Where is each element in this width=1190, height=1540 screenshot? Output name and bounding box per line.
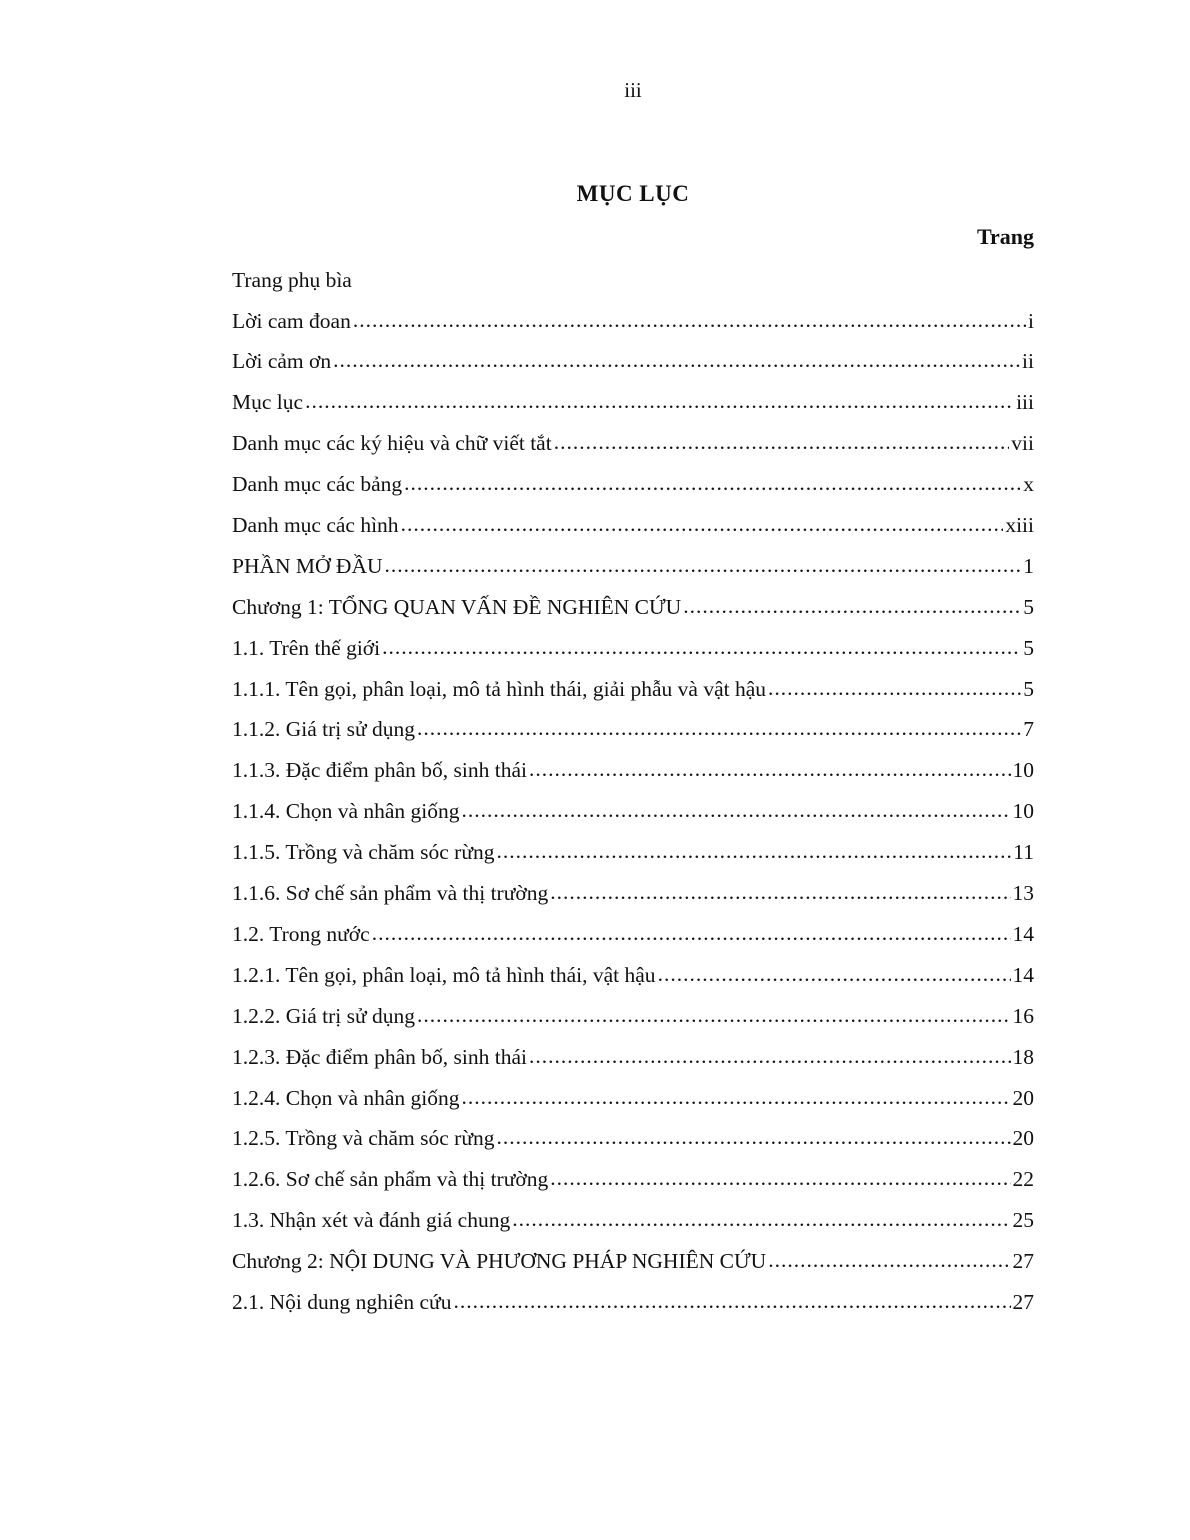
toc-entry[interactable] — [232, 383, 1034, 424]
toc-entry-page: 16 — [1012, 1003, 1034, 1028]
toc-entry-title: 1.2.3. Đặc điểm phân bố, sinh thái — [232, 1044, 527, 1069]
toc-entry-page: 27 — [1012, 1289, 1034, 1314]
dot-leader — [404, 473, 1021, 495]
page-number: iii — [624, 78, 642, 102]
toc-entry-page: x — [1023, 472, 1034, 497]
toc-entry[interactable] — [232, 1160, 1034, 1201]
toc-title: MỤC LỤC — [576, 181, 690, 206]
toc-entry-page: 5 — [1023, 594, 1034, 619]
toc-entry-title: 2.1. Nội dung nghiên cứu — [232, 1289, 452, 1314]
toc-entry[interactable] — [232, 873, 1034, 914]
toc-entry[interactable] — [232, 914, 1034, 955]
toc-entry-page: xiii — [1005, 513, 1034, 538]
toc-entry[interactable] — [232, 710, 1034, 751]
dot-leader — [401, 514, 1004, 536]
toc-list — [232, 260, 1034, 1323]
toc-entry-title: 1.1.3. Đặc điểm phân bố, sinh thái — [232, 758, 527, 783]
dot-leader — [385, 555, 1022, 577]
toc-entry-title: 1.1.2. Giá trị sử dụng — [232, 717, 416, 742]
toc-entry-page: 10 — [1012, 799, 1034, 824]
toc-entry[interactable] — [232, 1282, 1034, 1323]
toc-entry-title: 1.2.2. Giá trị sử dụng — [232, 1003, 416, 1028]
toc-entry-page: 20 — [1012, 1126, 1034, 1151]
dot-leader — [417, 1005, 1010, 1027]
toc-entry-page: 14 — [1012, 962, 1034, 987]
toc-entry-title: 1.1.4. Chọn và nhân giống — [232, 799, 460, 824]
dot-leader — [462, 1087, 1011, 1109]
toc-entry-page: 13 — [1012, 881, 1034, 906]
toc-entry-title: Chương 1: TỔNG QUAN VẤN ĐỀ NGHIÊN CỨU — [232, 594, 682, 619]
toc-entry-title: Chương 2: NỘI DUNG VÀ PHƯƠNG PHÁP NGHIÊN CỨU — [232, 1249, 767, 1274]
toc-entry[interactable] — [232, 587, 1034, 628]
toc-entry[interactable] — [232, 301, 1034, 342]
toc-entry-page: 10 — [1012, 758, 1034, 783]
toc-entry[interactable] — [232, 464, 1034, 505]
toc-entry[interactable] — [232, 669, 1034, 710]
toc-entry[interactable] — [232, 546, 1034, 587]
toc-entry[interactable] — [232, 792, 1034, 833]
toc-entry[interactable] — [232, 955, 1034, 996]
toc-entry-page: 25 — [1012, 1208, 1034, 1233]
toc-entry-page: iii — [1016, 390, 1034, 415]
toc-entry-page: vii — [1011, 431, 1034, 456]
toc-entry-page: 5 — [1023, 635, 1034, 660]
toc-entry-page: 11 — [1013, 840, 1034, 865]
toc-entry-title: 1.2.5. Trồng và chăm sóc rừng — [232, 1126, 495, 1151]
toc-entry[interactable] — [232, 260, 1034, 301]
dot-leader — [529, 759, 1011, 781]
toc-entry-page: 20 — [1012, 1085, 1034, 1110]
toc-entry[interactable] — [232, 342, 1034, 383]
dot-leader — [496, 1127, 1010, 1149]
toc-entry-title: 1.1.1. Tên gọi, phân loại, mô tả hình thái, giải phẫu và vật hậu — [232, 676, 767, 701]
toc-entry[interactable] — [232, 628, 1034, 669]
page-column-label: Trang — [976, 224, 1034, 249]
dot-leader — [658, 964, 1011, 986]
dot-leader — [333, 350, 1020, 372]
toc-entry-title: 1.3. Nhận xét và đánh giá chung — [232, 1208, 511, 1233]
dot-leader — [372, 923, 1011, 945]
toc-entry-title: Danh mục các bảng — [232, 472, 403, 497]
toc-entry-page: 18 — [1012, 1044, 1034, 1069]
toc-entry-title: 1.2. Trong nước — [232, 921, 370, 946]
dot-leader — [768, 1250, 1010, 1272]
toc-entry[interactable] — [232, 505, 1034, 546]
dot-leader — [417, 718, 1021, 740]
dot-leader — [305, 391, 1014, 413]
toc-entry-page: 7 — [1023, 717, 1034, 742]
toc-entry[interactable] — [232, 751, 1034, 792]
toc-entry-title: 1.1.6. Sơ chế sản phẩm và thị trường — [232, 881, 549, 906]
dot-leader — [496, 841, 1011, 863]
dot-leader — [768, 678, 1021, 700]
dot-leader — [554, 432, 1010, 454]
dot-leader — [683, 596, 1021, 618]
toc-entry-title: Mục lục — [232, 390, 304, 415]
toc-entry-title: 1.2.4. Chọn và nhân giống — [232, 1085, 460, 1110]
toc-entry-title: Lời cam đoan — [232, 308, 351, 333]
dot-leader — [462, 800, 1011, 822]
toc-entry[interactable] — [232, 1241, 1034, 1282]
toc-entry-page: 27 — [1012, 1249, 1034, 1274]
toc-entry-title: Lời cảm ơn — [232, 349, 332, 374]
dot-leader — [512, 1209, 1010, 1231]
toc-entry-page: 1 — [1023, 553, 1034, 578]
toc-entry-page: 5 — [1023, 676, 1034, 701]
dot-leader — [529, 1046, 1011, 1068]
toc-entry[interactable] — [232, 1119, 1034, 1160]
dot-leader — [550, 1168, 1010, 1190]
toc-entry-title: 1.1.5. Trồng và chăm sóc rừng — [232, 840, 495, 865]
dot-leader — [453, 1291, 1010, 1313]
toc-entry-page: 14 — [1012, 921, 1034, 946]
toc-entry[interactable] — [232, 424, 1034, 465]
toc-entry-page: 22 — [1012, 1167, 1034, 1192]
toc-entry[interactable] — [232, 1037, 1034, 1078]
toc-entry-page: ii — [1022, 349, 1034, 374]
toc-entry-page: i — [1028, 308, 1034, 333]
toc-entry-title: Trang phụ bìa — [232, 267, 352, 292]
toc-entry-title: PHẦN MỞ ĐẦU — [232, 553, 383, 578]
dot-leader — [382, 637, 1021, 659]
toc-entry-title: 1.2.1. Tên gọi, phân loại, mô tả hình thái, vật hậu — [232, 962, 656, 987]
toc-entry-title: Danh mục các hình — [232, 513, 399, 538]
dot-leader — [550, 882, 1010, 904]
toc-entry-title: Danh mục các ký hiệu và chữ viết tắt — [232, 431, 552, 456]
toc-entry[interactable] — [232, 996, 1034, 1037]
toc-entry-title: 1.1. Trên thế giới — [232, 635, 381, 660]
toc-entry[interactable] — [232, 832, 1034, 873]
toc-entry-title: 1.2.6. Sơ chế sản phẩm và thị trường — [232, 1167, 549, 1192]
toc-entry[interactable] — [232, 1078, 1034, 1119]
dot-leader — [353, 310, 1026, 332]
toc-entry[interactable] — [232, 1200, 1034, 1241]
